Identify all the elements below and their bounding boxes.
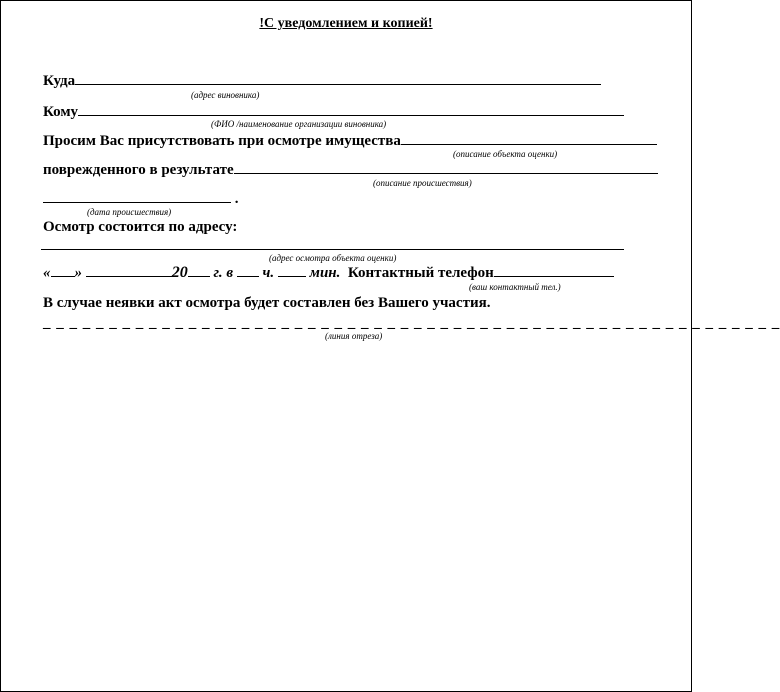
- povrezhdennogo-field[interactable]: [234, 160, 658, 174]
- close-quote: »: [74, 265, 82, 281]
- year-suffix: г.: [213, 265, 223, 281]
- datetime-row: [43, 263, 614, 282]
- komu-hint: (ФИО /наименование организации виновника): [211, 119, 387, 129]
- date-field[interactable]: [43, 189, 231, 203]
- hour-field[interactable]: [237, 263, 259, 277]
- osmotr-row: [43, 218, 237, 236]
- phone-hint: (ваш контактный тел.): [469, 282, 561, 292]
- open-quote: «: [43, 265, 51, 281]
- komu-field[interactable]: [78, 102, 624, 116]
- month-field[interactable]: [86, 263, 172, 277]
- hour-suffix: ч.: [262, 265, 275, 281]
- year-prefix: 20: [171, 264, 188, 281]
- prosim-row: [43, 131, 657, 150]
- phone-label: Контактный телефон: [347, 265, 494, 281]
- kuda-hint: (адрес виновника): [191, 90, 260, 100]
- date-hint: (дата происшествия): [87, 207, 172, 217]
- cut-line-hint: (линия отреза): [325, 331, 383, 341]
- povrezhdennogo-label: поврежденного в результате: [43, 162, 234, 178]
- kuda-row: [43, 71, 601, 90]
- document-title: !С уведомлением и копией!: [259, 16, 433, 31]
- minute-suffix: мин.: [309, 265, 341, 281]
- warning-text: В случае неявки акт осмотра будет составлен без Вашего участия.: [43, 295, 491, 311]
- day-field[interactable]: [51, 263, 75, 277]
- prosim-label: Просим Вас присутствовать при осмотре имущества: [43, 133, 401, 149]
- phone-field[interactable]: [494, 263, 614, 277]
- osmotr-hint: (адрес осмотра объекта оценки): [269, 253, 397, 263]
- date-row: [43, 189, 239, 208]
- osmotr-field[interactable]: [41, 236, 624, 250]
- prosim-hint: (описание объекта оценки): [453, 149, 558, 159]
- year-field[interactable]: [188, 263, 210, 277]
- komu-label: Кому: [43, 104, 79, 120]
- kuda-label: Куда: [43, 73, 76, 89]
- osmotr-label: Осмотр состоится по адресу:: [43, 219, 238, 235]
- minute-field[interactable]: [278, 263, 306, 277]
- date-trailing: .: [234, 191, 239, 207]
- cut-line: _ _ _ _ _ _ _ _ _ _ _ _ _ _ _ _ _ _ _ _ _ _ _ _ _ _ _ _ _ _ _ _ _ _ _ _ _ _ _ _ _ _ _ _ _ _ _ _ _ _ _ _ _ _ _ _: [43, 315, 780, 331]
- hour-prefix: в: [226, 265, 234, 281]
- kuda-field[interactable]: [75, 71, 601, 85]
- povrezhdennogo-row: [43, 160, 658, 179]
- prosim-field[interactable]: [401, 131, 657, 145]
- povrezhdennogo-hint: (описание происшествия): [373, 178, 472, 188]
